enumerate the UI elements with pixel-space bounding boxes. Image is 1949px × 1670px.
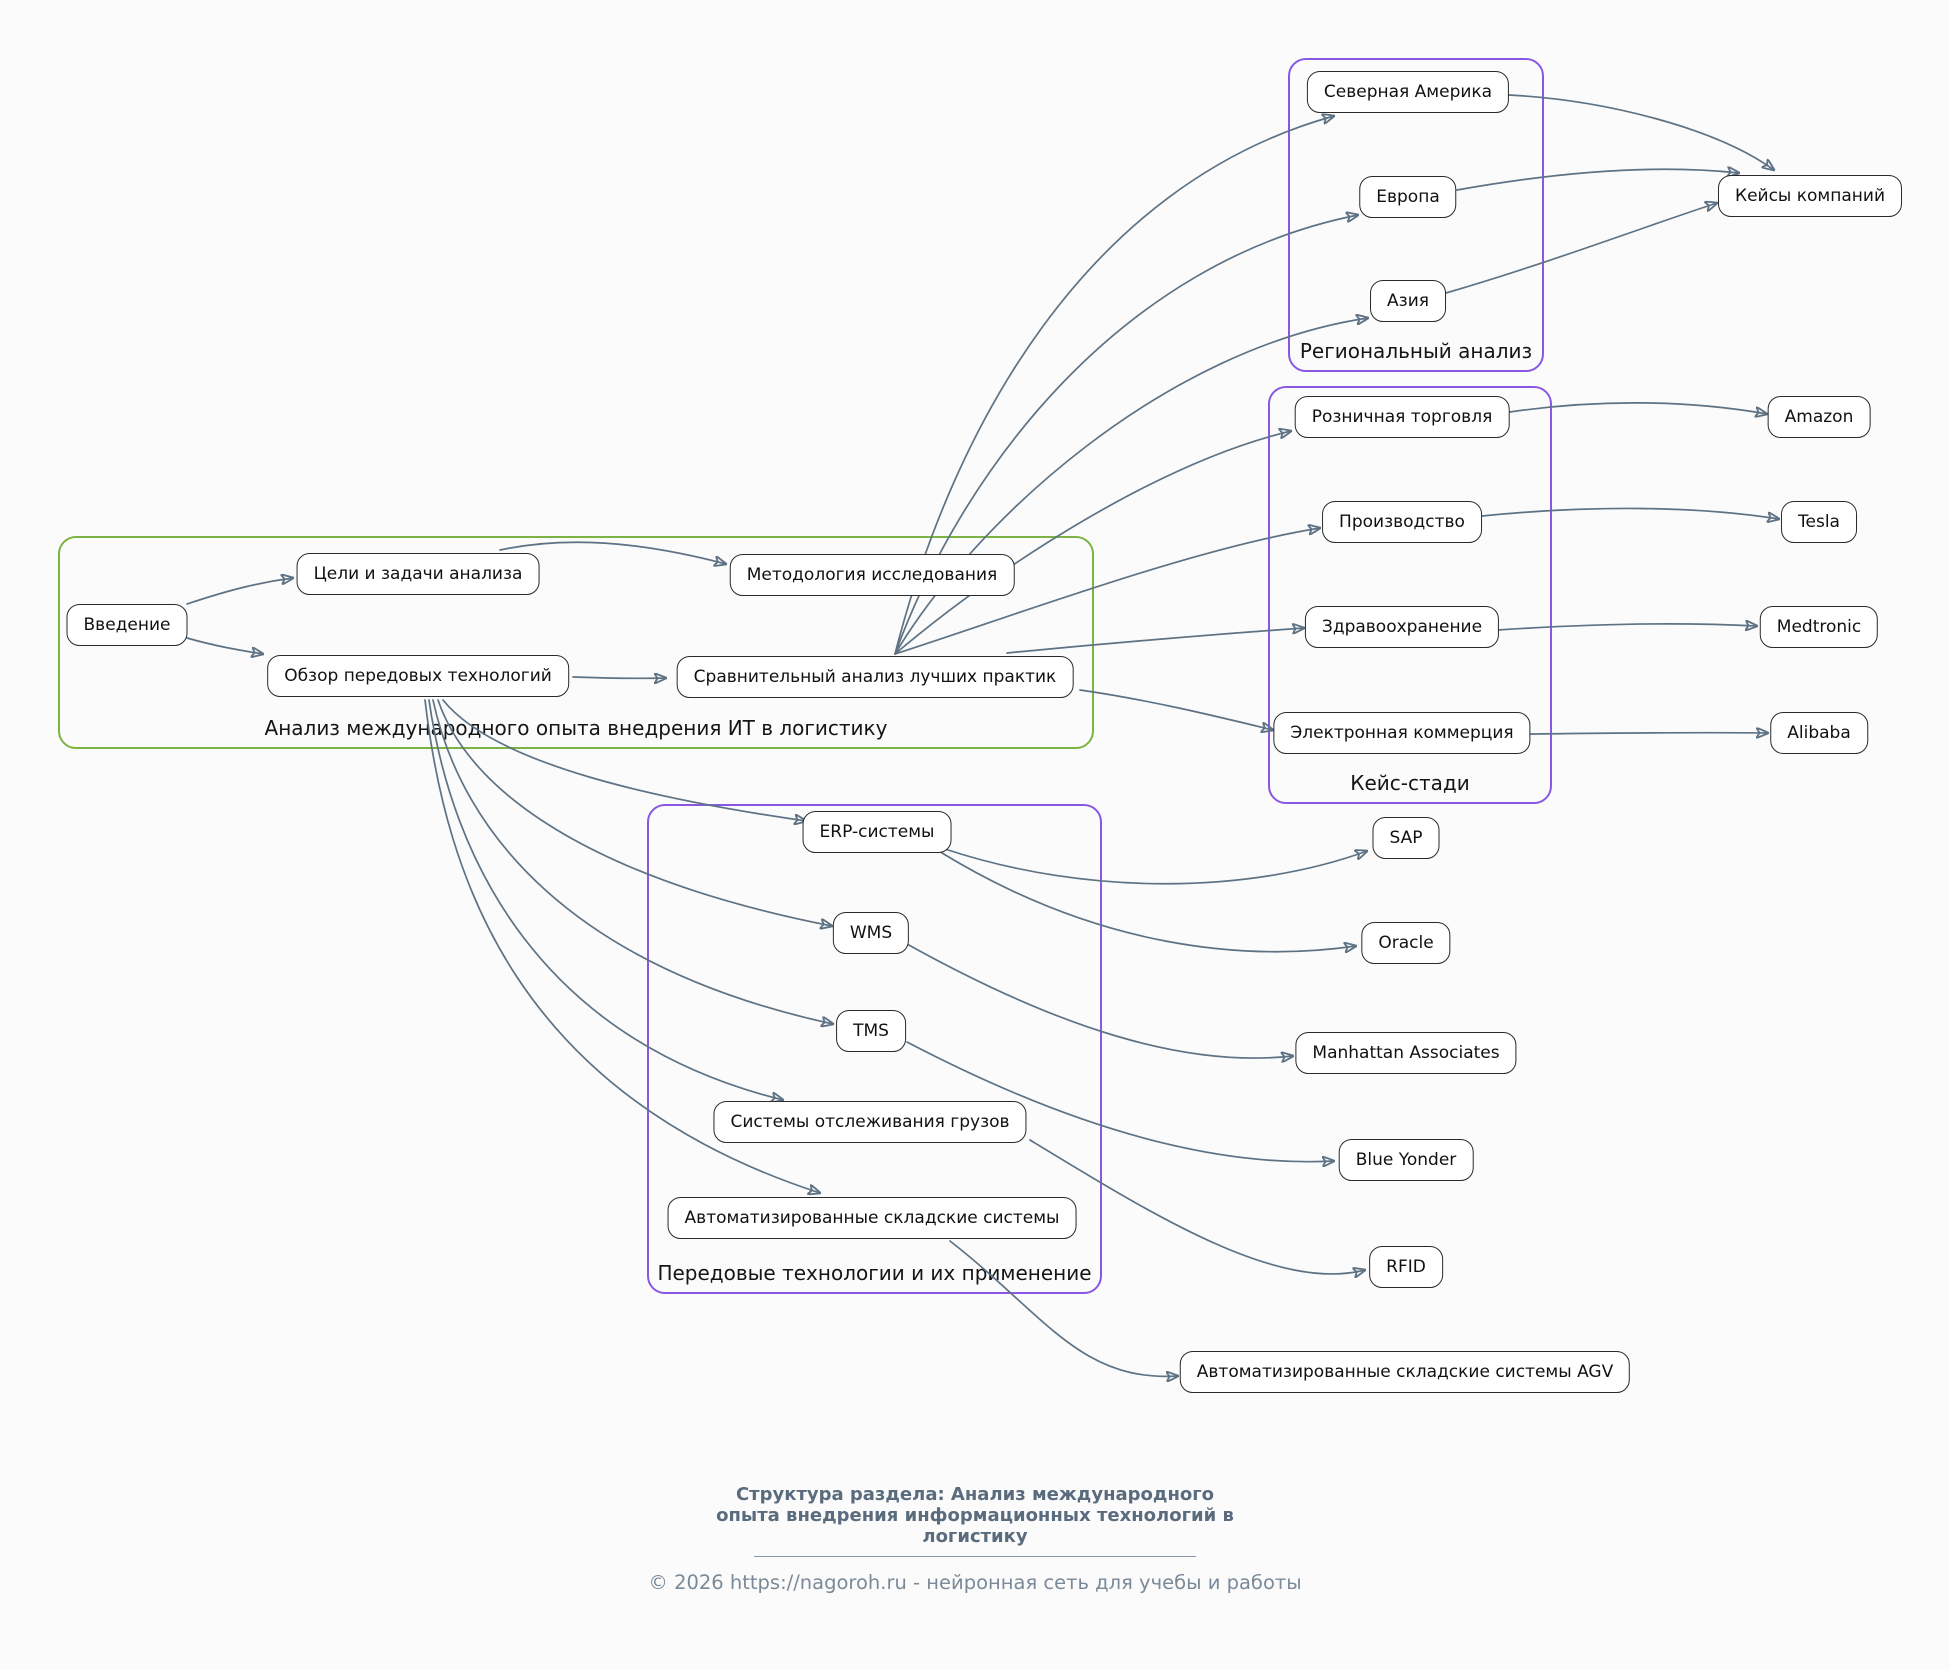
node-keysy: Кейсы компаний	[1718, 175, 1902, 217]
group-case-study-caption: Кейс-стади	[1350, 771, 1470, 795]
footer-title-line-1: Структура раздела: Анализ международного	[735, 1484, 1215, 1505]
node-rozn: Розничная торговля	[1295, 396, 1510, 438]
node-manhattan: Manhattan Associates	[1295, 1032, 1516, 1074]
footer-title	[716, 1484, 1234, 1547]
edge-evropa-keysy	[1457, 169, 1739, 190]
node-tms: TMS	[836, 1010, 906, 1052]
node-rfid: RFID	[1369, 1246, 1443, 1288]
node-celi: Цели и задачи анализа	[297, 553, 540, 595]
node-vvedenie: Введение	[67, 604, 188, 646]
edge-sevam-keysy	[1509, 95, 1774, 170]
node-sap: SAP	[1373, 817, 1440, 859]
node-blueyonder: Blue Yonder	[1339, 1139, 1474, 1181]
edge-rozn-amazon	[1510, 403, 1767, 414]
node-wms: WMS	[833, 912, 909, 954]
node-azia: Азия	[1370, 280, 1446, 322]
node-medtronic: Medtronic	[1760, 606, 1878, 648]
node-tesla: Tesla	[1781, 501, 1857, 543]
edge-obzor-sistemy	[429, 700, 783, 1100]
node-oracle: Oracle	[1361, 922, 1450, 964]
footer-title-line-3: логистику	[922, 1526, 1028, 1547]
node-metod: Методология исследования	[730, 554, 1015, 596]
edge-vvedenie-obzor	[187, 638, 263, 654]
edge-sravn-rozn	[895, 431, 1291, 654]
edge-sravn-zdrav	[1007, 628, 1304, 653]
edge-sravn-elektr	[1080, 690, 1273, 730]
edge-proizv-tesla	[1482, 508, 1779, 519]
edge-vvedenie-celi	[187, 578, 293, 604]
group-analysis-caption: Анализ международного опыта внедрения ИТ в логистику	[264, 716, 888, 740]
edge-zdrav-medtronic	[1498, 624, 1757, 630]
node-amazon: Amazon	[1768, 396, 1871, 438]
node-sevam: Северная Америка	[1307, 71, 1509, 113]
edge-erp-sap	[945, 849, 1367, 884]
node-avtomat: Автоматизированные складские системы	[668, 1197, 1077, 1239]
node-sravn: Сравнительный анализ лучших практик	[677, 656, 1074, 698]
group-regional-caption: Региональный анализ	[1299, 339, 1533, 363]
edge-obzor-wms	[438, 700, 832, 926]
edge-elektr-alibaba	[1530, 733, 1768, 734]
group-technologies-caption: Передовые технологии и их применение	[657, 1261, 1092, 1285]
footer-title-line-2: опыта внедрения информационных технологий в	[716, 1505, 1234, 1526]
edge-sravn-azia	[895, 318, 1368, 654]
edge-obzor-erp	[443, 700, 806, 821]
node-proizv: Производство	[1322, 501, 1482, 543]
node-alibaba: Alibaba	[1770, 712, 1868, 754]
footer-separator	[754, 1556, 1196, 1557]
footer-copyright: © 2026 https://nagoroh.ru - нейронная сеть для учебы и работы	[648, 1571, 1302, 1594]
edge-sistemy-rfid	[1030, 1140, 1365, 1274]
edge-obzor-sravn	[573, 677, 666, 678]
node-obzor: Обзор передовых технологий	[267, 655, 569, 697]
edge-avtomat-agv	[950, 1241, 1178, 1376]
edge-obzor-tms	[433, 700, 833, 1024]
edge-wms-manhattan	[907, 944, 1293, 1058]
node-erp: ERP-системы	[803, 811, 952, 853]
node-sistemy: Системы отслеживания грузов	[713, 1101, 1026, 1143]
node-agv: Автоматизированные складские системы AGV	[1180, 1351, 1630, 1393]
node-evropa: Европа	[1359, 176, 1456, 218]
node-elektr: Электронная коммерция	[1273, 712, 1530, 754]
edge-azia-keysy	[1446, 203, 1717, 293]
node-zdrav: Здравоохранение	[1305, 606, 1499, 648]
edge-erp-oracle	[942, 853, 1356, 952]
